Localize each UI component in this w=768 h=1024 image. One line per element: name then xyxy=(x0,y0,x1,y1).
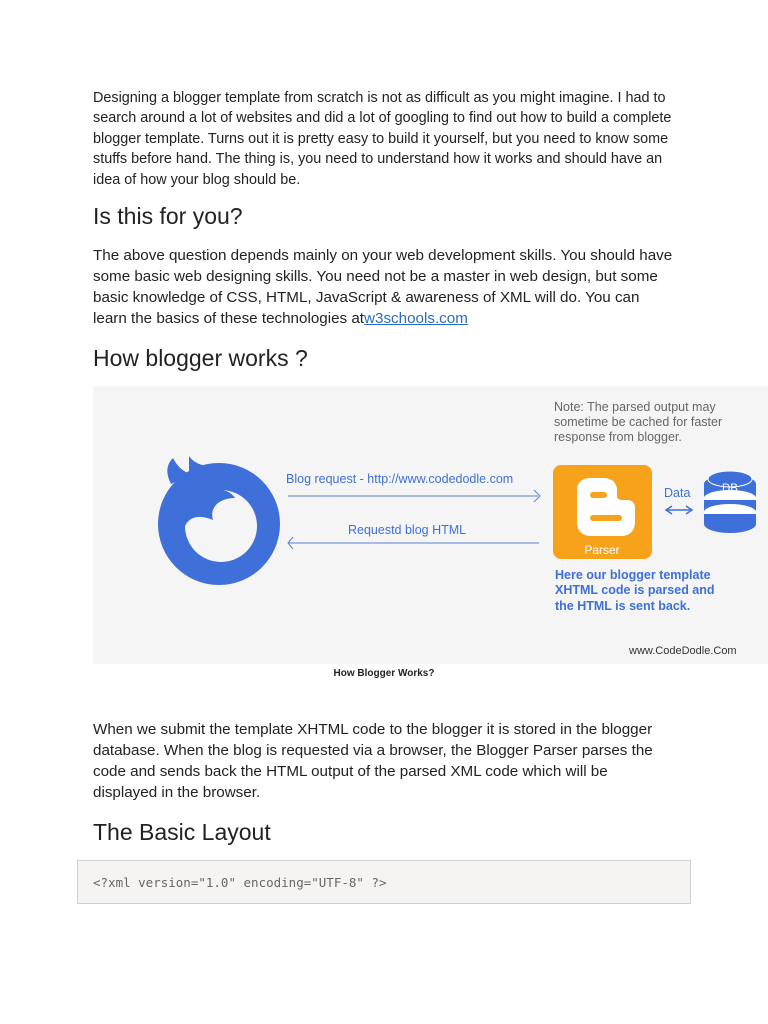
skills-paragraph xyxy=(93,245,673,329)
diagram-note-line-2: sometime be cached for faster xyxy=(554,415,723,429)
request-arrow xyxy=(286,472,540,502)
heading-is-this-for-you: Is this for you? xyxy=(93,203,243,229)
firefox-browser-icon xyxy=(158,456,280,585)
diagram-note-line-3: response from blogger. xyxy=(554,430,682,444)
diagram-description-line-3: the HTML is sent back. xyxy=(555,599,691,613)
parser-label: Parser xyxy=(584,543,620,557)
response-arrow xyxy=(288,523,539,549)
code-line: <?xml version="1.0" encoding="UTF-8" ?> xyxy=(93,875,387,890)
db-label: DB xyxy=(722,483,738,495)
data-double-arrow xyxy=(664,486,692,514)
skills-text: The above question depends mainly on your web development skills. You should have some basic web designing skills. You need not be a master in web design, but some basic knowledge of CSS, HTML, JavaScript & awareness of XML will do. You can learn the basics of these technologies at xyxy=(93,247,673,327)
data-label: Data xyxy=(664,486,691,500)
intro-paragraph: Designing a blogger template from scratch is not as difficult as you might imagine. I had to search around a lot of websites and did a lot of googling to find out how to build a complete blogger template. Turns out it is pretty easy to build it yourself, but you need to know some stuffs before hand. The thing is, you need to understand how it works and should have an idea of how your blog should be. xyxy=(93,90,672,188)
figure-caption: How Blogger Works? xyxy=(333,668,435,679)
diagram-watermark: www.CodeDodle.Com xyxy=(629,645,737,657)
code-block xyxy=(77,860,691,904)
w3schools-link[interactable]: w3schools.com xyxy=(364,310,468,327)
diagram-description-line-1: Here our blogger template xyxy=(555,568,711,582)
diagram-note-line-1: Note: The parsed output may xyxy=(554,400,716,414)
how-it-works-paragraph: When we submit the template XHTML code to the blogger it is stored in the blogger database. When the blog is requested via a browser, the Blogger Parser parses the code and sends back the HTML output of the parsed XML code which will be displayed in the browser. xyxy=(93,721,653,801)
heading-how-blogger-works: How blogger works ? xyxy=(93,345,308,371)
request-arrow-label: Blog request - http://www.codedodle.com xyxy=(286,472,514,486)
response-arrow-label: Requestd blog HTML xyxy=(348,523,467,537)
how-blogger-works-diagram xyxy=(93,386,768,664)
database-icon xyxy=(704,471,756,533)
diagram-description-line-2: XHTML code is parsed and xyxy=(555,583,715,597)
heading-basic-layout: The Basic Layout xyxy=(93,819,271,845)
blogger-parser-icon xyxy=(553,465,652,559)
